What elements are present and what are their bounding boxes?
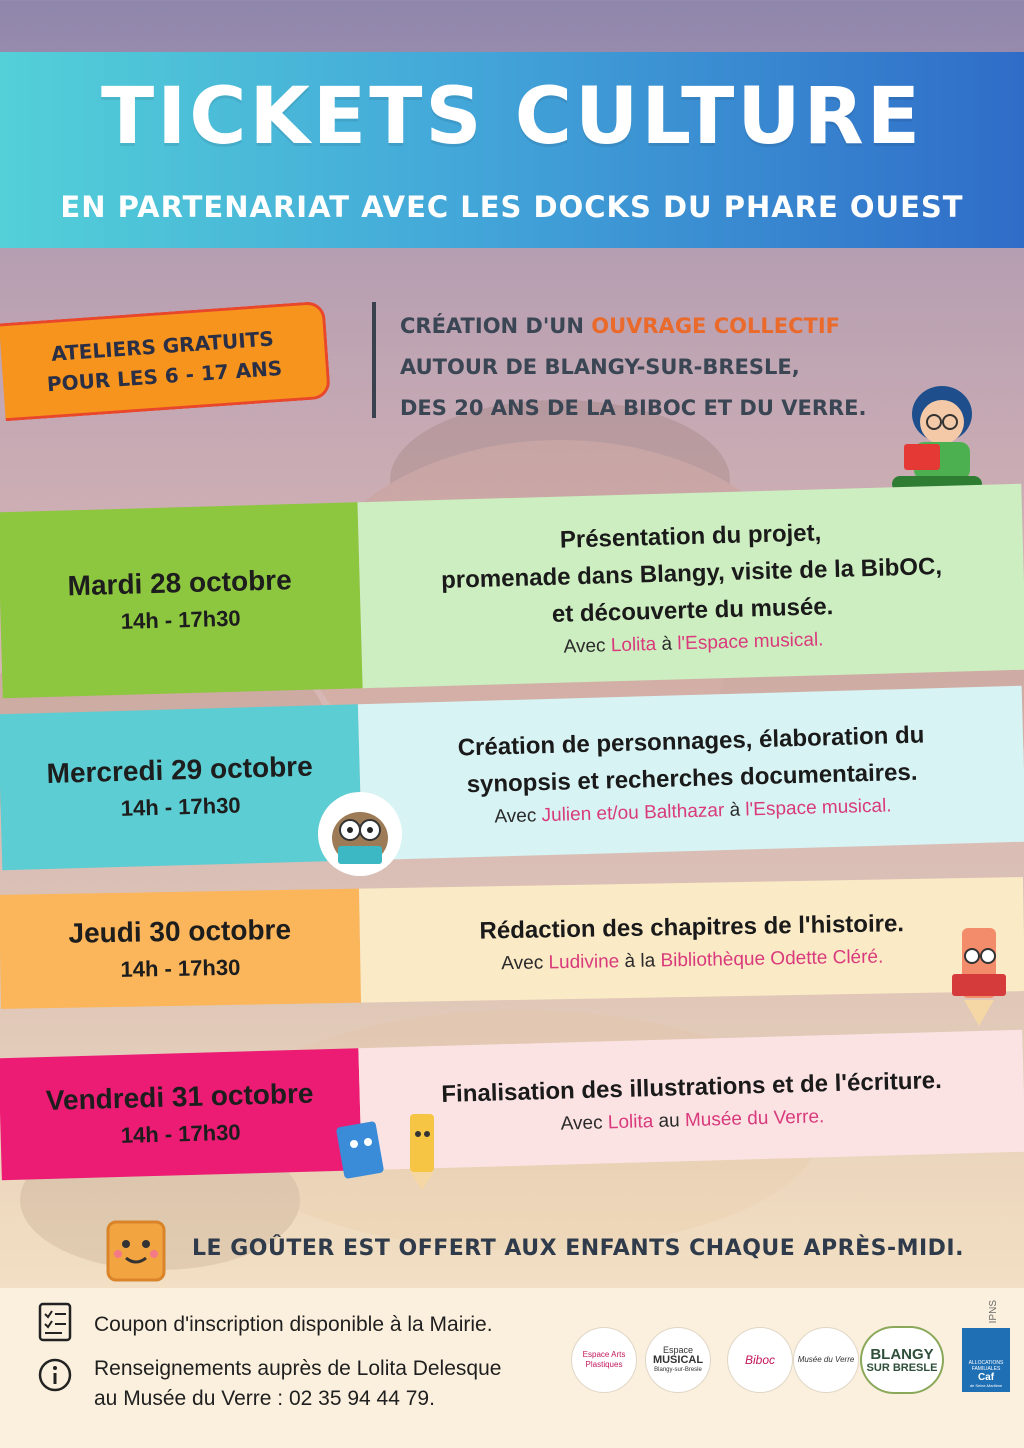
intro-line1 [400, 306, 920, 347]
age-badge [0, 301, 331, 422]
logo-blangy-line1: BLANGY [870, 1346, 934, 1363]
coupon-text: Coupon d'inscription disponible à la Mairie. [94, 1313, 493, 1336]
with-prefix: Avec [563, 634, 612, 658]
session-day: Mercredi 29 octobre [46, 750, 314, 789]
intro-line1-prefix: CRÉATION D'UN [400, 314, 592, 338]
session-row-1 [0, 484, 1024, 699]
intro-line3: DES 20 ANS DE LA BIBOC ET DU VERRE. [400, 396, 867, 420]
logo-arts-plastiques [572, 1328, 636, 1392]
logo-blangy-line2: SUR BRESLE [866, 1362, 938, 1374]
with-mid: à [723, 799, 746, 822]
logo-musee-label: Musée du Verre [797, 1355, 855, 1364]
logo-caf-line3: de Seine-Maritime [969, 1383, 1003, 1388]
logo-biboc [728, 1328, 792, 1392]
intro-accent: OUVRAGE COLLECTIF [591, 314, 840, 338]
owl-reading-illustration [316, 790, 404, 878]
with-prefix: Avec [494, 805, 542, 828]
header-banner [0, 52, 1024, 248]
snack-notice: LE GOÛTER EST OFFERT AUX ENFANTS CHAQUE APRÈS-MIDI. [192, 1236, 964, 1261]
book-pencil-characters-illustration [330, 1104, 466, 1194]
session-desc-box [359, 877, 1024, 1003]
logo-caf-line1: ALLOCATIONS FAMILIALES [968, 1360, 1004, 1372]
logo-musical-line1: Espace [662, 1345, 694, 1355]
info-icon [38, 1358, 72, 1392]
session-place: l'Espace musical. [677, 628, 824, 654]
session-row-2 [0, 686, 1024, 871]
session-desc-line: et découverte du musée. [551, 592, 834, 628]
with-prefix: Avec [560, 1111, 609, 1135]
session-date-box [0, 704, 362, 870]
facilitator-name: Ludivine [548, 950, 620, 973]
session-place: Musée du Verre. [684, 1105, 825, 1131]
logo-blangy [862, 1328, 942, 1392]
ipns-mention: IPNS [988, 1300, 999, 1324]
session-desc-line: Rédaction des chapitres de l'histoire. [479, 909, 905, 945]
logo-musee-verre [794, 1328, 858, 1392]
session-place: Bibliothèque Odette Cléré. [660, 946, 884, 971]
facilitator-name: Julien et/ou Balthazar [541, 800, 725, 827]
session-place: l'Espace musical. [745, 795, 892, 821]
session-desc-line: Présentation du projet, [559, 518, 822, 554]
facilitator-name: Lolita [607, 1110, 654, 1133]
logo-musical-line2: MUSICAL [652, 1354, 704, 1366]
session-desc-line: Finalisation des illustrations et de l'écriture. [441, 1066, 943, 1108]
pencil-reading-illustration [944, 922, 1014, 1032]
session-hours: 14h - 17h30 [120, 792, 241, 821]
session-date-box [0, 889, 361, 1009]
session-desc-line: promenade dans Blangy, visite de la BibOC, [440, 552, 943, 594]
logo-arts-label: Espace Arts Plastiques [582, 1350, 626, 1369]
with-mid: au [652, 1109, 686, 1132]
age-badge-line2: POUR LES 6 - 17 ANS [46, 355, 283, 397]
session-desc-box [357, 484, 1024, 688]
session-facilitator [560, 1106, 824, 1135]
logo-espace-musical [646, 1328, 710, 1392]
page-subtitle: EN PARTENARIAT AVEC LES DOCKS DU PHARE OUEST [60, 190, 964, 224]
with-mid: à la [619, 949, 661, 972]
logo-musical-line3: Blangy-sur-Bresle [654, 1367, 702, 1373]
facilitator-name: Lolita [610, 633, 657, 656]
boy-reading-illustration [884, 370, 1004, 502]
with-mid: à [655, 632, 678, 655]
session-date-box [0, 1048, 362, 1180]
session-hours: 14h - 17h30 [120, 954, 241, 982]
intro-line2: AUTOUR DE BLANGY-SUR-BRESLE, [400, 355, 800, 379]
logo-biboc-label: Biboc [744, 1353, 776, 1367]
session-desc-line: synopsis et recherches documentaires. [466, 758, 918, 799]
intro-divider [372, 302, 376, 418]
session-facilitator [563, 629, 823, 658]
session-hours: 14h - 17h30 [120, 605, 241, 634]
session-facilitator [501, 946, 883, 975]
session-day: Vendredi 31 octobre [45, 1077, 314, 1117]
age-badge-line1: ATELIERS GRATUITS [50, 326, 275, 366]
session-row-3 [0, 877, 1024, 1009]
session-hours: 14h - 17h30 [120, 1119, 241, 1148]
session-date-box [0, 502, 363, 698]
page-title: TICKETS CULTURE [101, 72, 923, 162]
session-day: Mardi 28 octobre [67, 564, 293, 602]
session-row-4 [0, 1030, 1024, 1181]
info-line1: Renseignements auprès de Lolita Delesque [94, 1357, 502, 1380]
biscuit-character-illustration [102, 1218, 172, 1288]
session-desc-line: Création de personnages, élaboration du [457, 721, 925, 762]
logo-caf-line2: Caf [977, 1372, 995, 1383]
clipboard-icon [38, 1302, 72, 1342]
logo-caf [962, 1328, 1010, 1392]
info-line2: au Musée du Verre : 02 35 94 44 79. [94, 1387, 435, 1410]
session-desc-box [358, 686, 1024, 860]
intro-text [400, 306, 920, 429]
session-day: Jeudi 30 octobre [68, 913, 292, 949]
with-prefix: Avec [501, 951, 549, 974]
